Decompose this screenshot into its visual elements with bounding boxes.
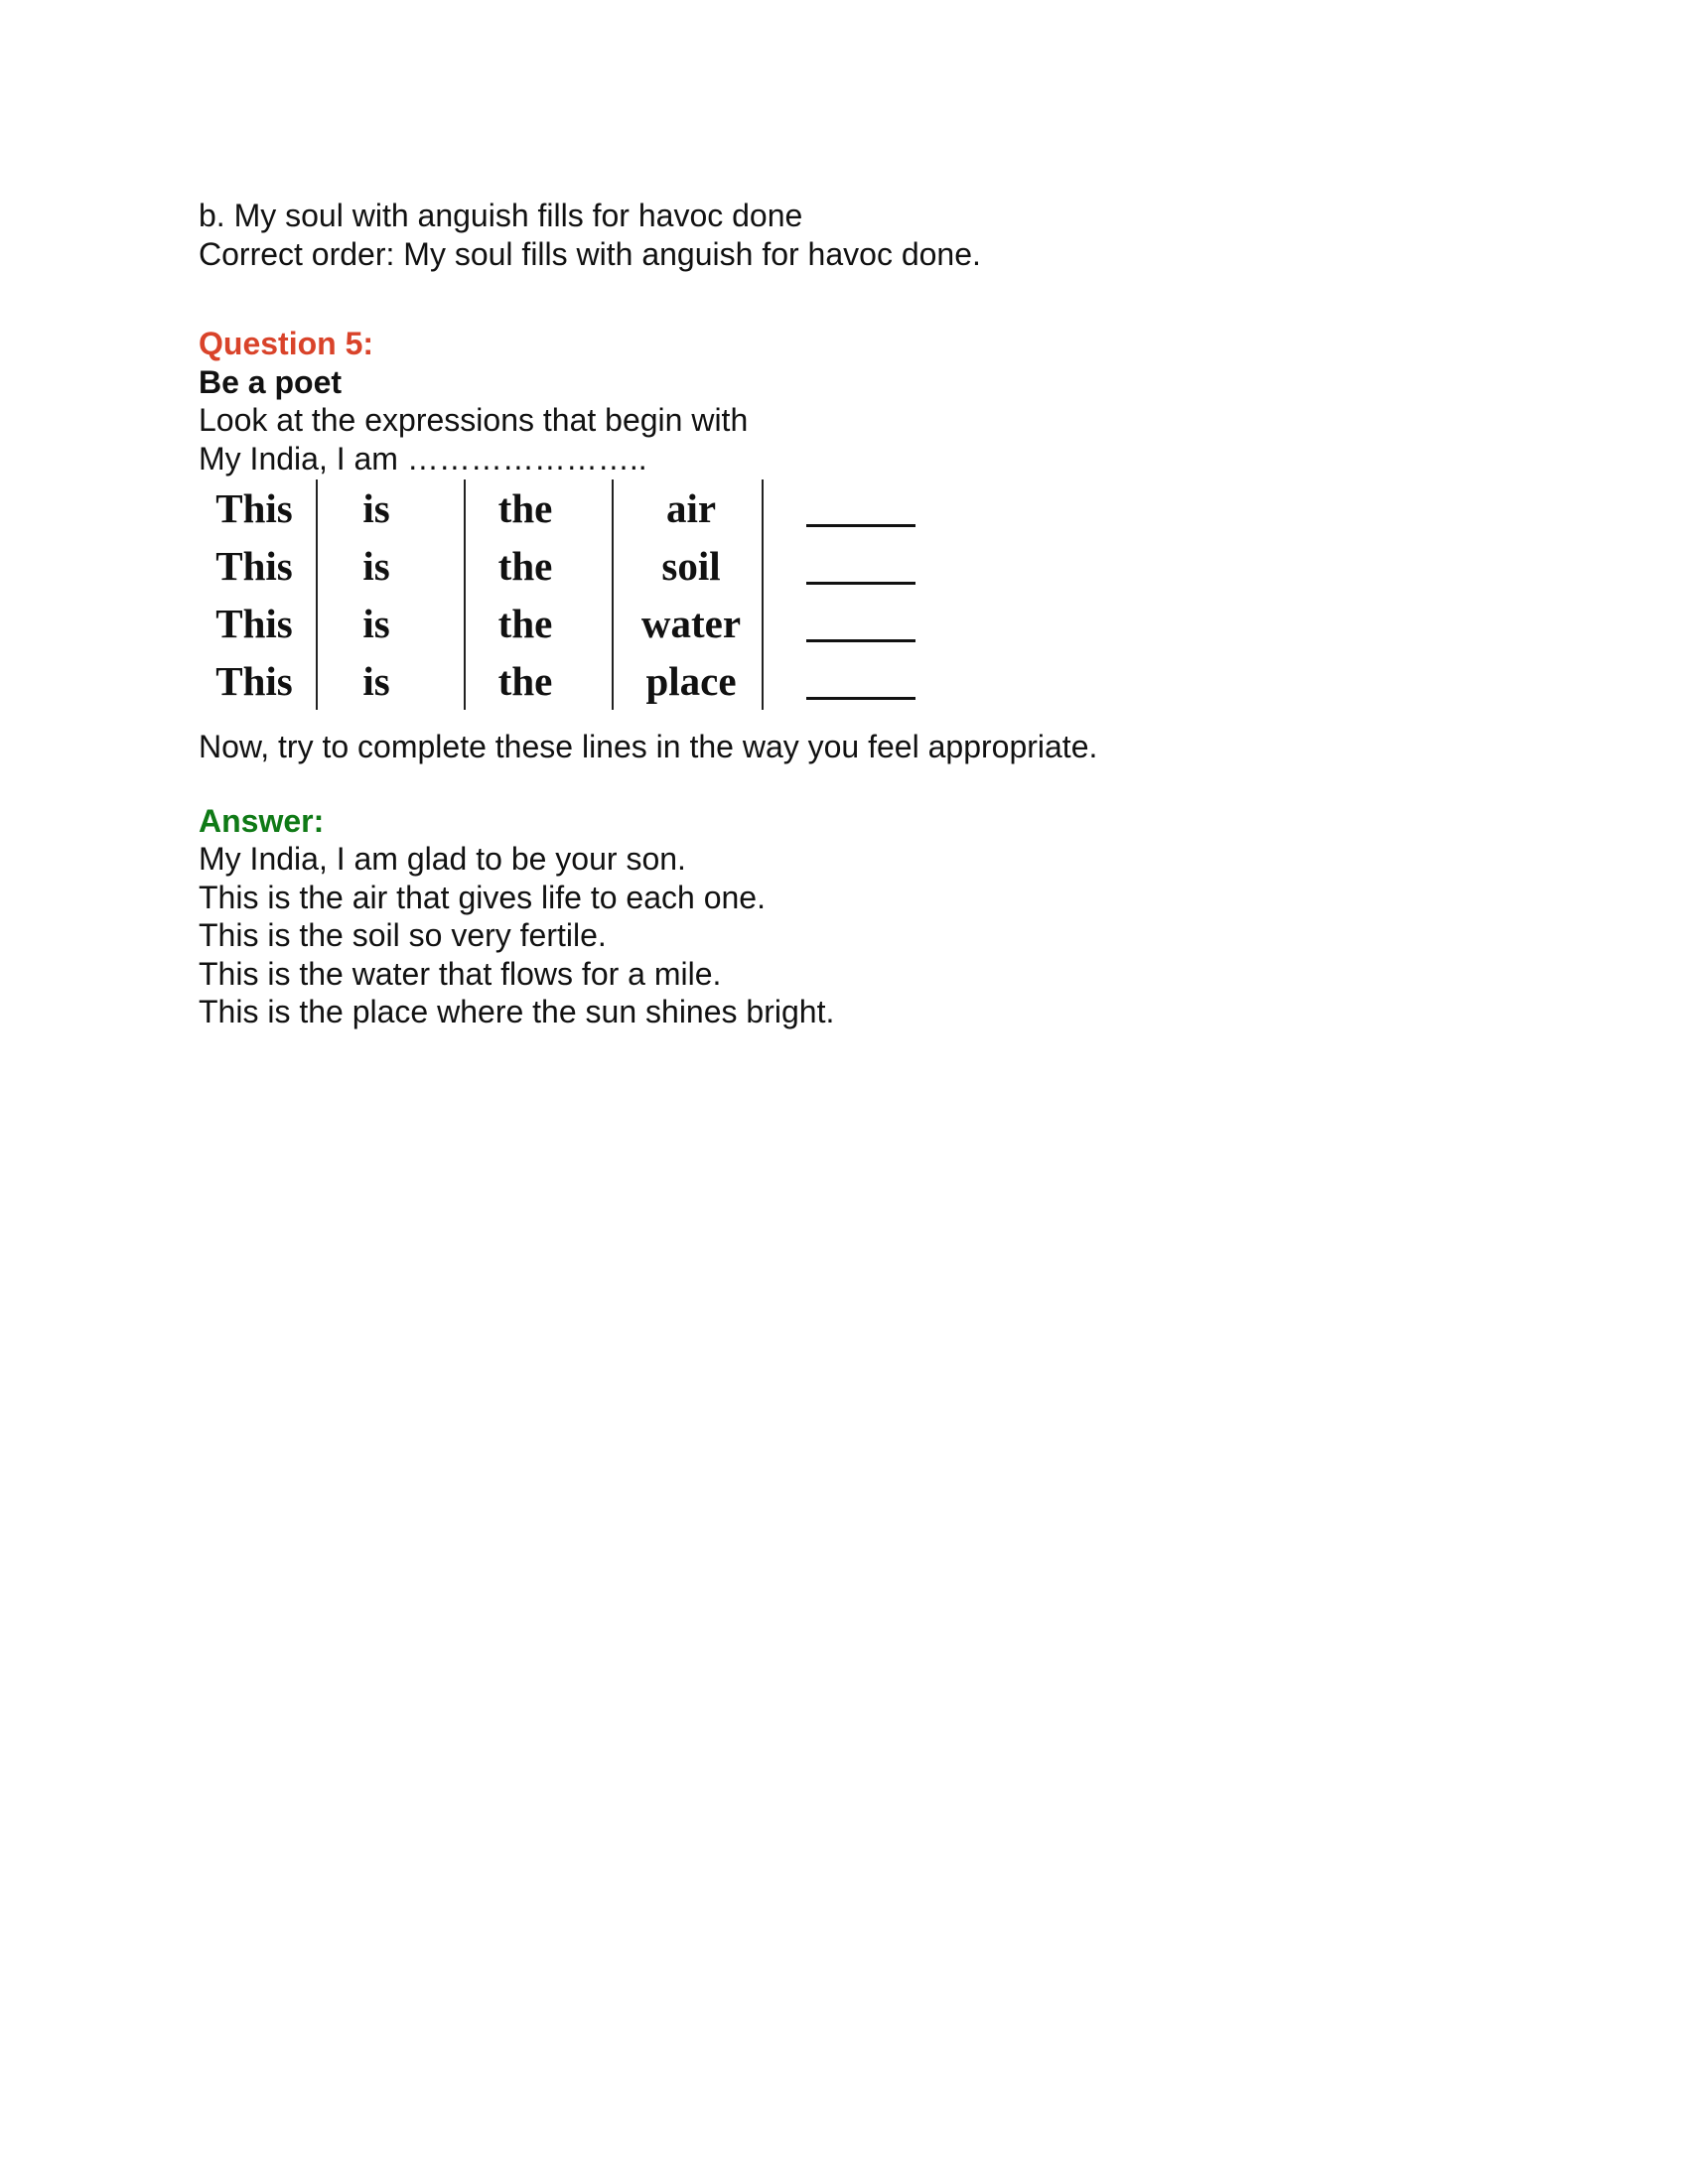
blank-line — [806, 697, 915, 700]
poem-table — [212, 479, 927, 710]
cell-noun: water — [640, 601, 742, 646]
cell-the: the — [497, 543, 553, 589]
cell-noun: air — [665, 485, 717, 531]
cell-noun: place — [645, 658, 737, 704]
poem-row — [212, 595, 927, 652]
cell-is: is — [362, 601, 390, 646]
answer-line: This is the soil so very fertile. — [199, 917, 607, 953]
cell-the: the — [497, 658, 553, 704]
question-instruction: Now, try to complete these lines in the way you feel appropriate. — [199, 729, 1098, 764]
answer-line: This is the air that gives life to each one. — [199, 879, 766, 915]
part-b-question: b. My soul with anguish fills for havoc done — [199, 198, 803, 233]
cell-is: is — [362, 658, 390, 704]
blank-line — [806, 582, 915, 585]
question-subtitle: Be a poet — [199, 363, 343, 400]
poem-row — [212, 479, 927, 537]
spacer — [199, 273, 1489, 325]
blank-line — [806, 639, 915, 642]
cell-the: the — [497, 485, 553, 531]
blank-line — [806, 524, 915, 527]
answer-heading: Answer: — [199, 802, 325, 839]
question-intro: Look at the expressions that begin with — [199, 402, 749, 438]
answer-line: This is the water that flows for a mile. — [199, 955, 722, 992]
answer-line: This is the place where the sun shines bright. — [199, 994, 835, 1029]
cell-the: the — [497, 601, 553, 646]
poem-row — [212, 537, 927, 595]
spacer — [199, 710, 1489, 728]
answer-line: My India, I am glad to be your son. — [199, 841, 686, 877]
poem-row — [212, 652, 927, 710]
question-heading: Question 5: — [199, 326, 374, 361]
part-b-answer: Correct order: My soul fills with anguish for havoc done. — [199, 235, 981, 272]
cell-this: This — [215, 601, 293, 646]
cell-noun: soil — [661, 543, 721, 589]
question-prompt: My India, I am ………………….. — [199, 440, 647, 477]
spacer — [199, 766, 1489, 802]
cell-this: This — [215, 543, 293, 589]
cell-this: This — [215, 658, 293, 704]
document-page — [199, 197, 1489, 1031]
cell-is: is — [362, 485, 390, 531]
cell-is: is — [362, 543, 390, 589]
cell-this: This — [215, 485, 293, 531]
